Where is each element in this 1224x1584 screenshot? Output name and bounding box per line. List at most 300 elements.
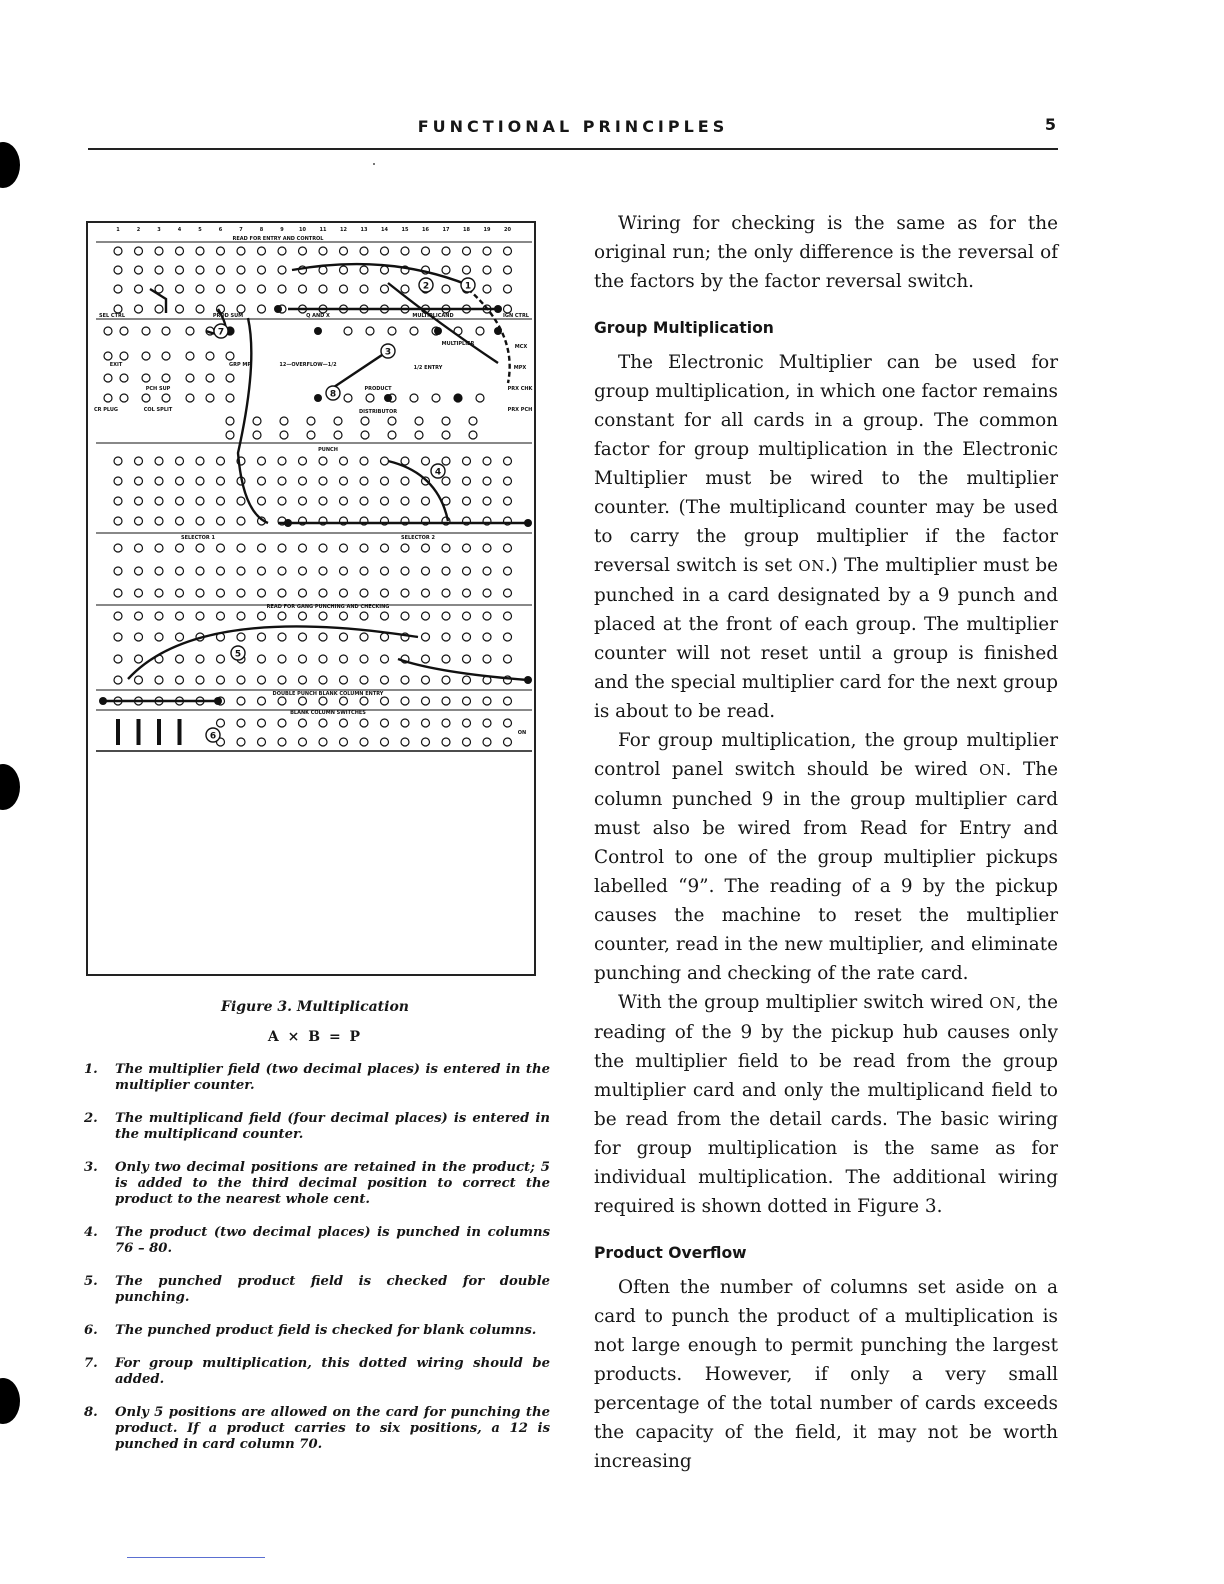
hub [237, 266, 245, 274]
hub [401, 589, 409, 597]
hub [422, 567, 430, 575]
hub [237, 589, 245, 597]
hub [217, 497, 225, 505]
hub [237, 247, 245, 255]
hub [361, 417, 369, 425]
hub [307, 431, 315, 439]
hub [442, 477, 450, 485]
hub [360, 697, 368, 705]
hub [135, 655, 143, 663]
paragraph-text: .) The multiplier must be punched in a card designated by a 9 punch and placed at the front of each group. The multiplier counter will not reset until a group is finished and the special multiplier card for the next group is about to be read. [594, 555, 1058, 722]
hub [155, 544, 163, 552]
hub [360, 676, 368, 684]
hub [360, 612, 368, 620]
section-label: PRODUCT [364, 386, 392, 392]
note-text: The punched product field is checked for double punching. [115, 1274, 550, 1305]
note-item [84, 1274, 550, 1306]
wired-hub [284, 519, 292, 527]
hub [319, 655, 327, 663]
hub [280, 431, 288, 439]
hub [442, 567, 450, 575]
hub [155, 477, 163, 485]
hub [217, 266, 225, 274]
hub [340, 612, 348, 620]
hub [120, 374, 128, 382]
note-text: The punched product field is checked for blank columns. [115, 1323, 537, 1338]
hub [381, 633, 389, 641]
section-label: MULTIPLICAND [412, 313, 454, 319]
hub [381, 544, 389, 552]
wired-hub [524, 519, 532, 527]
column-number: 11 [319, 227, 327, 233]
hub [176, 589, 184, 597]
section-label: SELECTOR 2 [400, 535, 436, 541]
wired-hub [384, 394, 392, 402]
hub [340, 567, 348, 575]
hub [237, 738, 245, 746]
hub [463, 457, 471, 465]
on-term: ON [798, 557, 825, 575]
hub [135, 266, 143, 274]
section-label: READ FOR GANG PUNCHING AND CHECKING [266, 604, 390, 610]
hub [504, 305, 512, 313]
hub [299, 655, 307, 663]
hub [258, 697, 266, 705]
hub [114, 655, 122, 663]
section-label: EXIT [109, 362, 123, 368]
wired-hub [494, 327, 502, 335]
paragraph-text: . The column punched 9 in the group multiplier card must also be wired from Read for Entry and Control to one of the group multiplier pickups labelled “9”. The reading of a 9 by the pickup causes the machine to reset the multiplier counter, read in the new multiplier, and eliminate punching and checking of the rate card. [594, 759, 1058, 984]
hub [196, 477, 204, 485]
hub [278, 612, 286, 620]
hub [237, 285, 245, 293]
hub [114, 612, 122, 620]
hub [258, 612, 266, 620]
wired-hub [314, 327, 322, 335]
hub [237, 697, 245, 705]
paragraph-text: With the group multiplier switch wired [618, 992, 984, 1013]
hub [278, 676, 286, 684]
column-number: 10 [299, 227, 306, 233]
hub [237, 497, 245, 505]
hub [278, 266, 286, 274]
hub [319, 676, 327, 684]
hub [135, 497, 143, 505]
hub [186, 374, 194, 382]
hub [366, 394, 374, 402]
hub [422, 633, 430, 641]
section-label: 12—OVERFLOW—1/2 [279, 362, 337, 368]
hub [319, 497, 327, 505]
hub [176, 612, 184, 620]
hub [504, 567, 512, 575]
plug-wire [292, 264, 468, 285]
hub [422, 589, 430, 597]
hub [114, 676, 122, 684]
wired-hub [524, 676, 532, 684]
hub [319, 544, 327, 552]
hub [442, 697, 450, 705]
hub [442, 719, 450, 727]
callout-number: 3 [384, 347, 392, 358]
hub [381, 719, 389, 727]
hub [104, 327, 112, 335]
hub [176, 457, 184, 465]
hub [253, 431, 261, 439]
wired-hub [434, 327, 442, 335]
on-term: ON [979, 761, 1006, 779]
note-text: The multiplicand field (four decimal places) is entered in the multiplicand counter. [115, 1111, 550, 1142]
plug-wire [150, 289, 166, 313]
hub [360, 633, 368, 641]
hub [340, 655, 348, 663]
hub [162, 327, 170, 335]
hub [334, 431, 342, 439]
note-item [84, 1062, 550, 1094]
hub [135, 612, 143, 620]
hub [401, 738, 409, 746]
hub [162, 374, 170, 382]
hub [319, 612, 327, 620]
hub [401, 676, 409, 684]
hub [381, 457, 389, 465]
column-number: 3 [157, 227, 161, 233]
hub [299, 612, 307, 620]
column-number: 1 [116, 227, 120, 233]
hub [504, 544, 512, 552]
hub [388, 417, 396, 425]
hub [483, 544, 491, 552]
hub [463, 719, 471, 727]
hub [340, 589, 348, 597]
hub [360, 285, 368, 293]
hub [344, 394, 352, 402]
hub [278, 477, 286, 485]
hub [442, 612, 450, 620]
section-label: IGN CTRL [502, 313, 530, 319]
hub [483, 655, 491, 663]
hub [319, 247, 327, 255]
hub [114, 544, 122, 552]
hub [504, 266, 512, 274]
binder-hole [0, 142, 20, 188]
hub [278, 567, 286, 575]
control-panel-diagram [88, 223, 534, 974]
hub [340, 247, 348, 255]
hub [155, 567, 163, 575]
hub [299, 633, 307, 641]
hub [401, 457, 409, 465]
hub [135, 567, 143, 575]
callout-number: 1 [464, 281, 472, 292]
hub [114, 497, 122, 505]
on-term: ON [989, 994, 1016, 1012]
hub [340, 285, 348, 293]
hub [299, 247, 307, 255]
hub [155, 589, 163, 597]
hub [237, 517, 245, 525]
hub [504, 285, 512, 293]
hub [504, 738, 512, 746]
hub [237, 544, 245, 552]
hub [340, 544, 348, 552]
section-heading: Group Multiplication [594, 319, 774, 337]
hub [155, 517, 163, 525]
running-header [88, 114, 1058, 150]
hub [299, 544, 307, 552]
hub [483, 633, 491, 641]
hub [142, 327, 150, 335]
hub [340, 497, 348, 505]
hub [504, 589, 512, 597]
hub [360, 544, 368, 552]
hub [360, 738, 368, 746]
note-number: 6. [84, 1323, 98, 1338]
hub [217, 589, 225, 597]
running-title: FUNCTIONAL PRINCIPLES [417, 117, 729, 136]
hub [217, 477, 225, 485]
wired-hub [494, 305, 502, 313]
control-panel-figure [86, 221, 536, 976]
hub [504, 497, 512, 505]
hub [463, 612, 471, 620]
hub [442, 676, 450, 684]
section-label: PRX PCH [507, 407, 533, 413]
hub [360, 497, 368, 505]
hub [196, 612, 204, 620]
hub [186, 352, 194, 360]
hub [422, 612, 430, 620]
hub [340, 738, 348, 746]
column-number: 17 [442, 227, 450, 233]
hub [410, 394, 418, 402]
hub [258, 497, 266, 505]
hub [483, 697, 491, 705]
hub [360, 247, 368, 255]
hub [196, 285, 204, 293]
hub [415, 417, 423, 425]
plug-wire [328, 351, 388, 391]
section-label: Q AND X [306, 313, 330, 319]
hub [504, 457, 512, 465]
stray-mark [373, 163, 375, 165]
section-label: GRP MP [229, 362, 251, 368]
hub [217, 457, 225, 465]
note-item [84, 1405, 550, 1453]
hub [253, 417, 261, 425]
column-number: 19 [483, 227, 491, 233]
wired-hub [214, 697, 222, 705]
hub [442, 457, 450, 465]
hub [401, 247, 409, 255]
hub [476, 394, 484, 402]
hub [114, 517, 122, 525]
figure-caption: Figure 3. Multiplication [221, 999, 409, 1015]
hub [319, 477, 327, 485]
section-label: PROD SUM [212, 313, 244, 319]
hub [258, 676, 266, 684]
hub [299, 676, 307, 684]
note-item [84, 1323, 550, 1339]
hub [135, 477, 143, 485]
hub [135, 457, 143, 465]
hub [463, 544, 471, 552]
hub [114, 567, 122, 575]
hub [483, 457, 491, 465]
hub [422, 247, 430, 255]
hub [366, 327, 374, 335]
hub [463, 477, 471, 485]
section-label: PUNCH [318, 447, 338, 453]
hub [442, 266, 450, 274]
hub [142, 394, 150, 402]
hub [422, 655, 430, 663]
plug-wire [388, 283, 498, 363]
hub [422, 697, 430, 705]
hub [483, 285, 491, 293]
hub [504, 719, 512, 727]
hub [340, 697, 348, 705]
column-number: 7 [239, 227, 243, 233]
hub [217, 517, 225, 525]
hub [217, 676, 225, 684]
hub [196, 457, 204, 465]
hub [401, 544, 409, 552]
hub [237, 567, 245, 575]
hub [299, 589, 307, 597]
hub [155, 247, 163, 255]
hub [258, 266, 266, 274]
hub [135, 247, 143, 255]
hub [381, 285, 389, 293]
hub [299, 567, 307, 575]
hub [334, 417, 342, 425]
hub [196, 655, 204, 663]
hub [442, 544, 450, 552]
hub [258, 633, 266, 641]
section-heading: Product Overflow [594, 1244, 747, 1262]
note-item [84, 1356, 550, 1388]
hub [381, 697, 389, 705]
hub [278, 247, 286, 255]
hub [176, 633, 184, 641]
hub [401, 719, 409, 727]
hub [258, 305, 266, 313]
hub [237, 305, 245, 313]
hub [135, 676, 143, 684]
section-label: COL SPLIT [143, 407, 173, 413]
hub [422, 738, 430, 746]
column-number: 15 [401, 227, 409, 233]
paragraph: Wiring for checking is the same as for the original run; the only difference is the reversal of the factors by the factor reversal switch. [594, 213, 1058, 292]
hub [114, 266, 122, 274]
hub [504, 612, 512, 620]
hub [483, 247, 491, 255]
hub [155, 612, 163, 620]
callout-number: 5 [234, 649, 242, 660]
hub [504, 697, 512, 705]
hub [299, 497, 307, 505]
hub [196, 305, 204, 313]
hub [237, 633, 245, 641]
hub [176, 676, 184, 684]
figure-notes [84, 1062, 550, 1470]
note-text: For group multiplication, this dotted wiring should be added. [115, 1356, 550, 1387]
hub [217, 612, 225, 620]
hub [381, 477, 389, 485]
hub [299, 477, 307, 485]
note-number: 3. [84, 1160, 98, 1175]
hub [176, 497, 184, 505]
paragraph-text: The Electronic Multiplier can be used for group multiplication, in which one factor remains constant for all cards in a group. The common factor for group multiplication in the Electronic Multiplier must be wired to the multiplier counter. (The multiplicand counter may be used to carry the group multiplier if the factor reversal switch is set [594, 352, 1058, 576]
hub [360, 567, 368, 575]
hub [442, 431, 450, 439]
hub [319, 567, 327, 575]
hub [483, 567, 491, 575]
hub [307, 417, 315, 425]
hub [344, 327, 352, 335]
note-number: 8. [84, 1405, 98, 1420]
section-label: SELECTOR 1 [180, 535, 216, 541]
hub [381, 589, 389, 597]
callout-number: 6 [209, 731, 217, 742]
wired-hub [454, 394, 462, 402]
hub [196, 247, 204, 255]
hub [226, 431, 234, 439]
hub [319, 457, 327, 465]
hub [422, 719, 430, 727]
hub [463, 738, 471, 746]
section-label: 1/2 ENTRY [413, 365, 443, 371]
hub [120, 394, 128, 402]
hub [176, 517, 184, 525]
paragraph-text: For group multiplication, the group multiplier control panel switch should be wired [594, 730, 1058, 780]
column-number: 5 [198, 227, 202, 233]
hub [463, 589, 471, 597]
hub [319, 697, 327, 705]
hub [360, 477, 368, 485]
hub [463, 567, 471, 575]
hub [463, 697, 471, 705]
hub [114, 285, 122, 293]
hub [120, 327, 128, 335]
hub [135, 544, 143, 552]
note-text: The multiplier field (two decimal places) is entered in the multiplier counter. [115, 1062, 550, 1093]
hub [258, 285, 266, 293]
hub [422, 676, 430, 684]
hub [442, 655, 450, 663]
hub [463, 497, 471, 505]
hub [361, 431, 369, 439]
section-label: CR PLUG [93, 407, 119, 413]
paragraph [594, 348, 1058, 726]
hub [114, 477, 122, 485]
paragraph: Often the number of columns set aside on a card to punch the product of a multiplication is not large enough to permit punching the largest products. However, if only a very small percentage of the total number of cards exceeds the capacity of the field, it may not be worth increasing [594, 1277, 1058, 1472]
hub [114, 457, 122, 465]
column-number: 8 [259, 227, 264, 233]
hub [340, 719, 348, 727]
hub [186, 327, 194, 335]
paragraph-text: , the reading of the 9 by the pickup hub causes only the multiplier field to be read from the group multiplier card and only the multiplicand field to be read from the detail cards. The basic wiring for group multiplication is the same as for individual multiplication. The additional wiring required is shown dotted in Figure 3. [594, 992, 1058, 1217]
note-item [84, 1160, 550, 1208]
hub [442, 738, 450, 746]
section-label: BLANK COLUMN SWITCHES [290, 710, 366, 716]
hub [155, 305, 163, 313]
page-number: 5 [1044, 115, 1056, 134]
hub [504, 247, 512, 255]
hub [381, 266, 389, 274]
hub [142, 374, 150, 382]
